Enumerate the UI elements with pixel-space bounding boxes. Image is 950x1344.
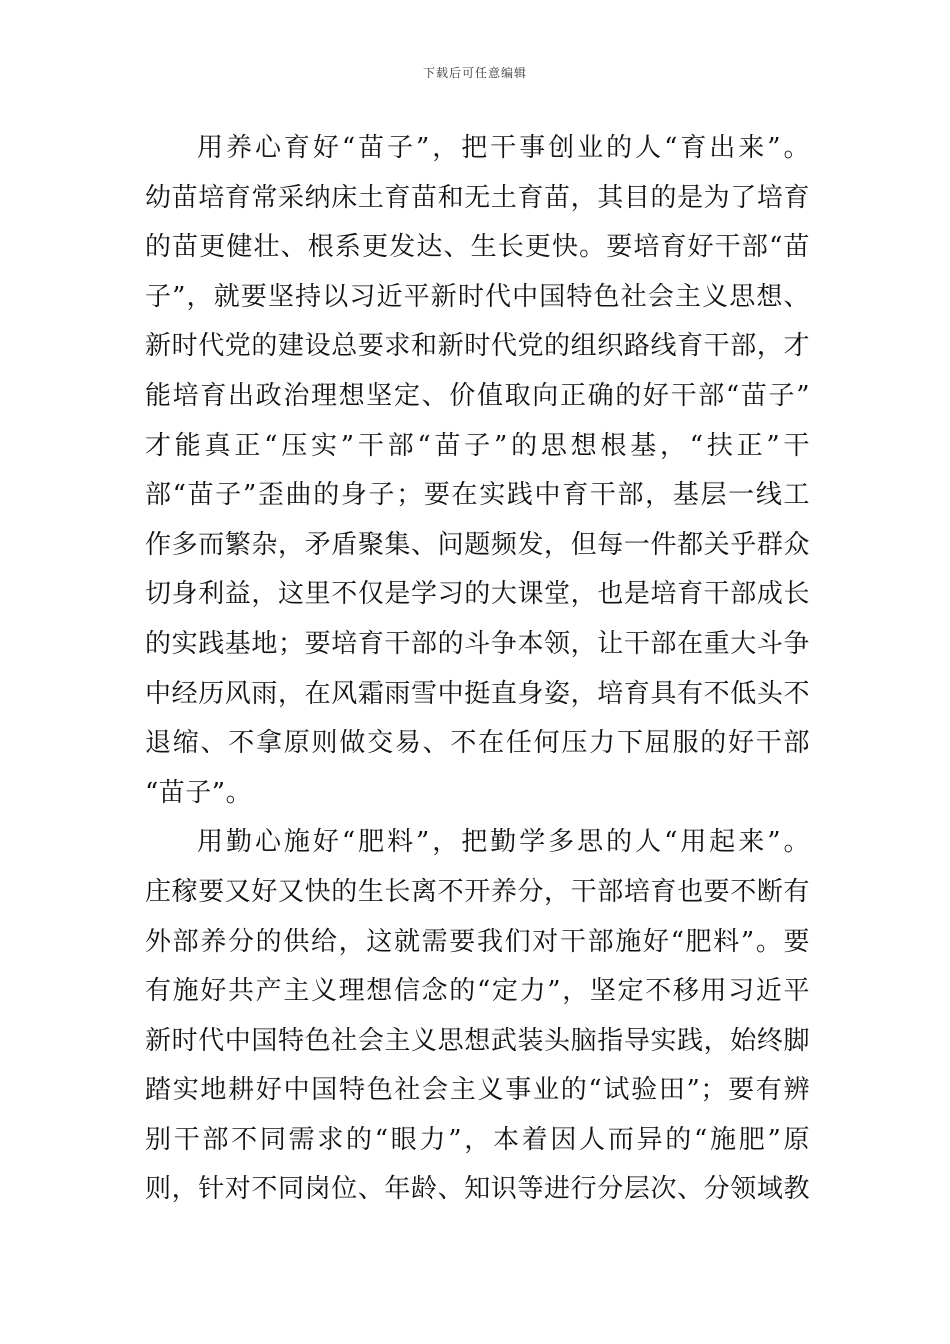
paragraph-2-line: 用勤心施好“肥料”，把勤学多思的人“用起来”。	[197, 827, 810, 858]
paragraph-1-line: 能培育出政治理想坚定、价值取向正确的好干部“苗子”	[145, 380, 810, 411]
paragraph-1-line: 用养心育好“苗子”，把干事创业的人“育出来”。	[197, 133, 810, 163]
paragraph-1-line: 中经历风雨，在风霜雨雪中挺直身姿，培育具有不低头不	[145, 678, 810, 709]
paragraph-1-line: 作多而繁杂，矛盾聚集、问题频发，但每一件都关乎群众	[145, 529, 810, 560]
paragraph-2-line: 新时代中国特色社会主义思想武装头脑指导实践，始终脚	[145, 1025, 810, 1056]
paragraph-1-line: 的苗更健壮、根系更发达、生长更快。要培育好干部“苗	[145, 232, 810, 263]
paragraph-1-line: 退缩、不拿原则做交易、不在任何压力下屈服的好干部	[145, 728, 810, 759]
paragraph-2-line: 别干部不同需求的“眼力”，本着因人而异的“施肥”原	[145, 1124, 810, 1155]
header-note: 下载后可任意编辑	[422, 66, 527, 80]
paragraph-1-line: 的实践基地；要培育干部的斗争本领，让干部在重大斗争	[145, 628, 810, 659]
paragraph-2-line: 有施好共产主义理想信念的“定力”，坚定不移用习近平	[145, 976, 810, 1007]
body-text	[145, 124, 810, 1215]
paragraph-1-line: “苗子”。	[145, 777, 253, 808]
paragraph-1-line: 切身利益，这里不仅是学习的大课堂，也是培育干部成长	[145, 579, 810, 610]
paragraph-2-line: 庄稼要又好又快的生长离不开养分，干部培育也要不断有	[145, 876, 810, 907]
paragraph-1-line: 部“苗子”歪曲的身子；要在实践中育干部，基层一线工	[145, 480, 810, 511]
paragraph-2-line: 踏实地耕好中国特色社会主义事业的“试验田”；要有辨	[145, 1075, 810, 1106]
paragraph-1-line: 子”，就要坚持以习近平新时代中国特色社会主义思想、	[145, 281, 810, 312]
paragraph-1-line: 新时代党的建设总要求和新时代党的组织路线育干部，才	[145, 331, 810, 362]
paragraph-2-line: 则，针对不同岗位、年龄、知识等进行分层次、分领域教	[145, 1174, 810, 1205]
paragraph-2-line: 外部养分的供给，这就需要我们对干部施好“肥料”。要	[145, 926, 810, 957]
paragraph-1-line: 幼苗培育常采纳床土育苗和无土育苗，其目的是为了培育	[145, 182, 810, 213]
paragraph-1-line: 才能真正“压实”干部“苗子”的思想根基，“扶正”干	[145, 430, 810, 461]
